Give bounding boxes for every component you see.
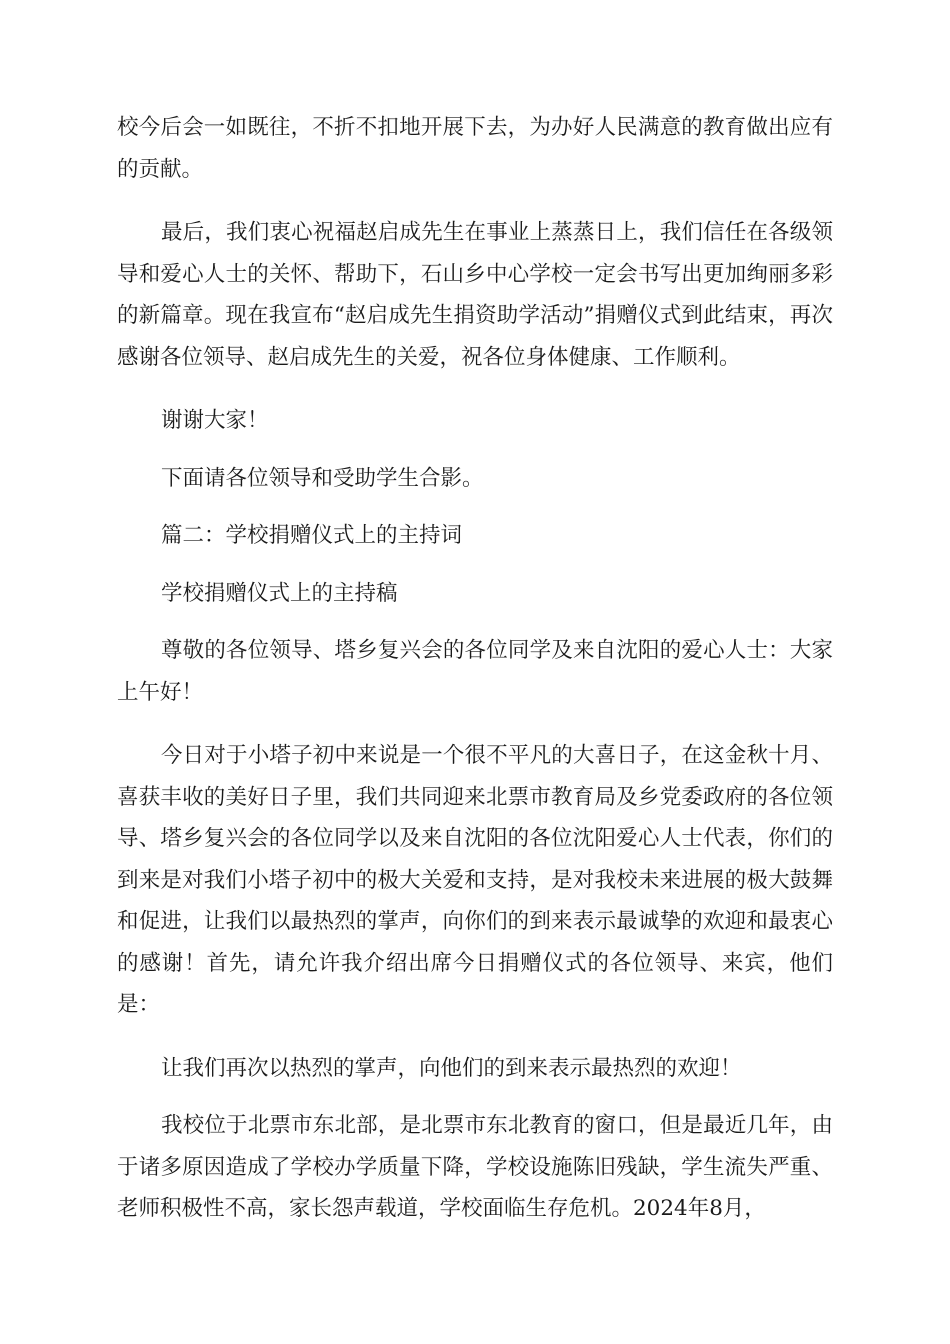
paragraph-school-intro: 我校位于北票市东北部，是北票市东北教育的窗口，但是最近几年，由于诸多原因造成了学校办学质量下降，学校设施陈旧残缺，学生流失严重、老师积极性不高，家长怨声载道，学校面临生存危机。2024年8月， xyxy=(117,1113,833,1221)
paragraph-applause: 让我们再次以热烈的掌声，向他们的到来表示最热烈的欢迎！ xyxy=(161,1055,742,1081)
paragraph-thanks: 谢谢大家！ xyxy=(161,408,269,433)
document-body xyxy=(117,107,833,1252)
paragraph-continuation: 校今后会一如既往，不折不扣地开展下去，为办好人民满意的教育做出应有的贡献。 xyxy=(117,115,833,182)
section-subheading: 学校捐赠仪式上的主持稿 xyxy=(161,580,398,606)
paragraph-welcome: 今日对于小塔子初中来说是一个很不平凡的大喜日子，在这金秋十月、喜获丰收的美好日子里，我们共同迎来北票市教育局及乡党委政府的各位领导、塔乡复兴会的各位同学以及来自沈阳的各位沈阳爱心人士代表，你们的到来是对我们小塔子初中的极大关爱和支持，是对我校未来进展的极大鼓舞和促进，让我们以最热烈的掌声，向你们的到来表示最诚挚的欢迎和最衷心的感谢！首先，请允许我介绍出席今日捐赠仪式的各位领导、来宾，他们是： xyxy=(117,743,833,1017)
paragraph-group-photo: 下面请各位领导和受助学生合影。 xyxy=(161,465,484,491)
paragraph-greeting: 尊敬的各位领导、塔乡复兴会的各位同学及来自沈阳的爱心人士：大家上午好！ xyxy=(117,638,833,705)
section-heading: 篇二：学校捐赠仪式上的主持词 xyxy=(161,523,463,548)
paragraph-closing-wishes: 最后，我们衷心祝福赵启成先生在事业上蒸蒸日上，我们信任在各级领导和爱心人士的关怀、帮助下，石山乡中心学校一定会书写出更加绚丽多彩的新篇章。现在我宣布“赵启成先生捐资助学活动”捐赠仪式到此结束，再次感谢各位领导、赵启成先生的关爱，祝各位身体健康、工作顺利。 xyxy=(117,220,833,370)
